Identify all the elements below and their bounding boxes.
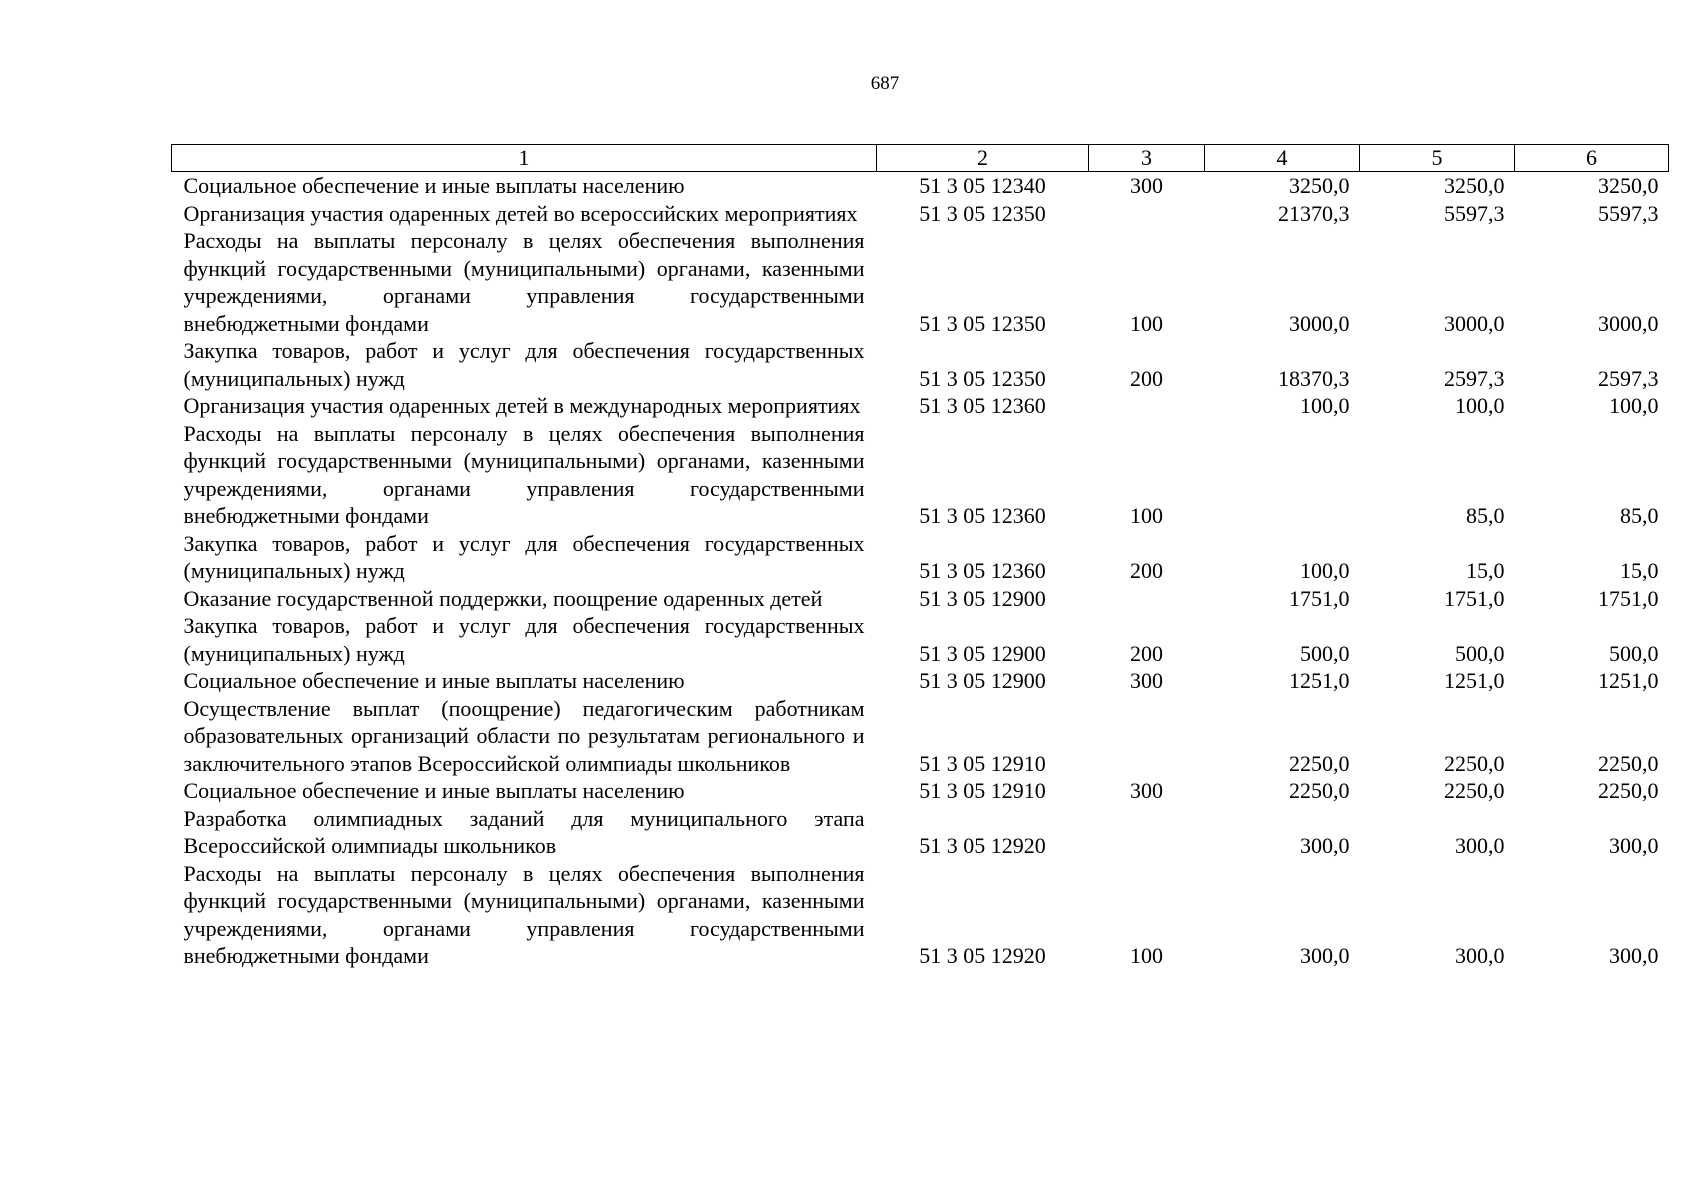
table-row [172, 337, 1669, 392]
row-name: Разработка олимпиадных заданий для муниципального этапа Всероссийской олимпиады школьников [183, 805, 865, 858]
row-expense-type: 200 [1130, 558, 1163, 583]
table-row [172, 200, 1669, 228]
row-value-col5: 5597,3 [1444, 200, 1505, 226]
row-value-col6: 2250,0 [1598, 750, 1659, 776]
row-value-col6: 2250,0 [1598, 778, 1659, 803]
row-code: 51 3 05 12900 [919, 668, 1046, 693]
row-code: 51 3 05 12360 [919, 503, 1046, 528]
row-value-col4: 3000,0 [1289, 310, 1350, 336]
table-row [172, 695, 1669, 778]
row-code: 51 3 05 12910 [919, 778, 1046, 803]
header-col-2: 2 [877, 145, 1089, 172]
row-value-col5: 2250,0 [1444, 778, 1505, 803]
row-expense-type [1089, 585, 1205, 613]
row-name: Расходы на выплаты персоналу в целях обеспечения выполнения функций государственными (муниципальными) органами, казенными учреждениями, органами управления государственными внебюджетными фондами [183, 860, 865, 968]
row-code: 51 3 05 12350 [919, 365, 1046, 391]
header-col-3: 3 [1089, 145, 1205, 172]
header-col-5: 5 [1360, 145, 1515, 172]
row-expense-type: 100 [1130, 943, 1163, 968]
row-expense-type [1089, 200, 1205, 228]
row-value-col4: 300,0 [1300, 833, 1350, 858]
row-code: 51 3 05 12340 [919, 173, 1046, 198]
row-name: Социальное обеспечение и иные выплаты населению [183, 778, 685, 803]
row-value-col4: 2250,0 [1289, 750, 1350, 776]
row-name: Закупка товаров, работ и услуг для обеспечения государственных (муниципальных) нужд [183, 613, 865, 666]
table-row [172, 667, 1669, 695]
row-value-col4: 100,0 [1300, 393, 1350, 418]
row-value-col4: 1251,0 [1289, 668, 1350, 693]
row-value-col6: 300,0 [1609, 943, 1659, 968]
row-name: Социальное обеспечение и иные выплаты населению [183, 173, 685, 198]
row-value-col6: 1751,0 [1598, 585, 1659, 611]
row-expense-type: 300 [1130, 668, 1163, 693]
row-name: Расходы на выплаты персоналу в целях обеспечения выполнения функций государственными (муниципальными) органами, казенными учреждениями, органами управления государственными внебюджетными фондами [183, 228, 865, 336]
row-name: Закупка товаров, работ и услуг для обеспечения государственных (муниципальных) нужд [183, 338, 865, 391]
row-value-col6: 1251,0 [1598, 668, 1659, 693]
row-name: Организация участия одаренных детей во всероссийских мероприятиях [183, 200, 858, 226]
row-value-col4 [1205, 420, 1360, 530]
row-code: 51 3 05 12900 [919, 640, 1046, 666]
row-expense-type [1089, 805, 1205, 860]
row-value-col4: 3250,0 [1289, 173, 1350, 198]
row-code: 51 3 05 12350 [919, 310, 1046, 336]
table-row [172, 805, 1669, 860]
row-value-col6: 500,0 [1609, 640, 1659, 666]
table-row [172, 612, 1669, 667]
row-value-col5: 100,0 [1455, 393, 1505, 418]
row-code: 51 3 05 12900 [919, 585, 1046, 611]
row-value-col6: 15,0 [1620, 558, 1659, 583]
row-value-col5: 1751,0 [1444, 585, 1505, 611]
row-value-col4: 2250,0 [1289, 778, 1350, 803]
row-name: Социальное обеспечение и иные выплаты населению [183, 668, 685, 693]
header-col-1: 1 [172, 145, 877, 172]
row-name: Организация участия одаренных детей в международных мероприятиях [183, 393, 861, 418]
row-name: Расходы на выплаты персоналу в целях обеспечения выполнения функций государственными (муниципальными) органами, казенными учреждениями, органами управления государственными внебюджетными фондами [183, 420, 865, 528]
row-value-col5: 15,0 [1466, 558, 1505, 583]
row-value-col4: 1751,0 [1289, 585, 1350, 611]
row-value-col5: 3000,0 [1444, 310, 1505, 336]
row-expense-type [1089, 392, 1205, 420]
table-row [172, 530, 1669, 585]
row-value-col5: 85,0 [1466, 503, 1505, 528]
table-row [172, 860, 1669, 970]
header-col-4: 4 [1205, 145, 1360, 172]
row-value-col6: 2597,3 [1598, 365, 1659, 391]
row-expense-type: 200 [1130, 365, 1163, 391]
budget-table [171, 144, 1669, 970]
row-value-col6: 3250,0 [1598, 173, 1659, 198]
row-code: 51 3 05 12920 [919, 833, 1046, 858]
row-value-col5: 2250,0 [1444, 750, 1505, 776]
header-col-6: 6 [1515, 145, 1669, 172]
row-value-col4: 100,0 [1300, 558, 1350, 583]
row-expense-type: 300 [1130, 173, 1163, 198]
row-expense-type: 100 [1130, 310, 1163, 336]
row-value-col4: 300,0 [1300, 943, 1350, 968]
row-expense-type: 200 [1130, 640, 1163, 666]
table-row [172, 172, 1669, 200]
row-code: 51 3 05 12910 [919, 750, 1046, 776]
row-value-col5: 300,0 [1455, 943, 1505, 968]
row-code: 51 3 05 12920 [919, 943, 1046, 968]
row-code: 51 3 05 12350 [919, 200, 1046, 226]
table-row [172, 227, 1669, 337]
row-value-col6: 5597,3 [1598, 200, 1659, 226]
row-value-col6: 85,0 [1620, 503, 1659, 528]
row-value-col4: 21370,3 [1278, 200, 1350, 226]
row-value-col5: 300,0 [1455, 833, 1505, 858]
row-value-col5: 1251,0 [1444, 668, 1505, 693]
table-row [172, 420, 1669, 530]
page-number: 687 [870, 73, 900, 94]
row-value-col6: 300,0 [1609, 833, 1659, 858]
row-name: Осуществление выплат (поощрение) педагогическим работникам образовательных организаций области по результатам регионального и заключительного этапов Всероссийской олимпиады школьников [183, 695, 865, 776]
row-expense-type: 300 [1130, 778, 1163, 803]
row-expense-type [1089, 695, 1205, 778]
row-code: 51 3 05 12360 [919, 558, 1046, 583]
row-expense-type: 100 [1130, 503, 1163, 528]
row-name: Закупка товаров, работ и услуг для обеспечения государственных (муниципальных) нужд [183, 530, 865, 583]
table-body [172, 172, 1669, 970]
row-value-col4: 18370,3 [1278, 365, 1350, 391]
table-row [172, 777, 1669, 805]
row-value-col5: 2597,3 [1444, 365, 1505, 391]
table-row [172, 585, 1669, 613]
row-value-col5: 500,0 [1455, 640, 1505, 666]
row-value-col4: 500,0 [1300, 640, 1350, 666]
row-value-col6: 100,0 [1609, 393, 1659, 418]
row-value-col5: 3250,0 [1444, 173, 1505, 198]
table-header-row [172, 145, 1669, 172]
row-code: 51 3 05 12360 [919, 393, 1046, 418]
row-name: Оказание государственной поддержки, поощрение одаренных детей [183, 585, 823, 611]
row-value-col6: 3000,0 [1598, 310, 1659, 336]
table-row [172, 392, 1669, 420]
